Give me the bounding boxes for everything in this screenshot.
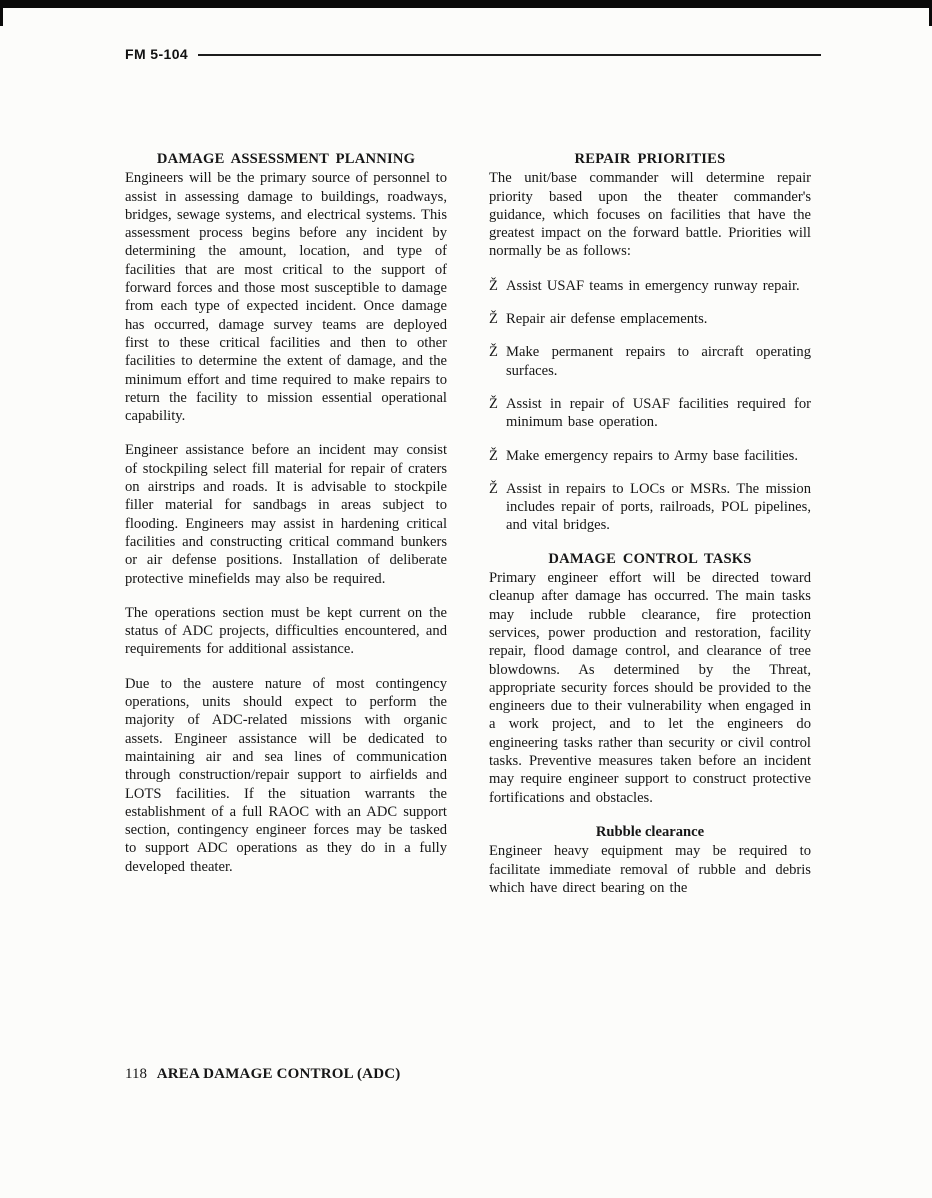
paragraph-assessment-4: Due to the austere nature of most contingency operations, units should expect to perform the majority of ADC-related missions with organic assets. Engineer assistance will be dedicated to maintaining air and sea lines of communication through construction/repair support to airfields and LOTS facilities. If the situation warrants the establishment of a full RAOC with an ADC support section, contingency engineer forces may be tasked to support ADC operations as they do in a fully developed theater. [125,675,447,875]
paragraph-rubble-clearance: Engineer heavy equipment may be required to facilitate immediate removal of rubble and debris which have direct bearing on the [489,843,811,896]
list-item-text: Repair air defense emplacements. [506,311,708,328]
heading-damage-assessment-planning: DAMAGE ASSESSMENT PLANNING [156,151,416,167]
left-column [125,150,447,897]
bullet-marker: Ž [489,277,498,294]
page-number: 118 [125,1066,147,1082]
page-header [125,46,821,62]
list-item-text: Assist USAF teams in emergency runway repair. [506,277,800,294]
list-item [489,395,811,432]
scan-border-left [0,0,3,26]
two-column-content [125,150,811,897]
list-item [489,447,811,465]
bullet-marker: Ž [489,395,498,412]
bullet-marker: Ž [489,311,498,328]
page-footer [125,1066,400,1083]
bullet-marker: Ž [489,344,498,361]
paragraph-assessment-3: The operations section must be kept current on the status of ADC projects, difficulties encountered, and requirements for additional assistance. [125,604,447,658]
manual-number: FM 5-104 [125,46,189,62]
footer-title: AREA DAMAGE CONTROL (ADC) [156,1066,401,1082]
subheading-rubble-clearance: Rubble clearance [595,823,705,840]
heading-repair-priorities: REPAIR PRIORITIES [574,151,726,167]
list-item [489,310,811,328]
list-item [489,277,811,295]
list-item-text: Assist in repairs to LOCs or MSRs. The mission includes repair of ports, railroads, POL pipelines, and vital bridges. [506,480,811,534]
list-item [489,343,811,380]
paragraph-assessment-2: Engineer assistance before an incident may consist of stockpiling select fill material for repair of craters on airstrips and roads. It is advisable to stockpile filler material for sandbags in areas subject to flooding. Engineers may assist in hardening critical facilities and constructing critical command bunkers or air defense positions. Installation of deliberate protective minefields may also be required. [125,442,447,587]
bullet-marker: Ž [489,480,498,497]
paragraph-repair-intro: The unit/base commander will determine repair priority based upon the theater commander's guidance, which focuses on facilities that have the greatest impact on the forward battle. Priorities will normally be as follows: [489,170,811,260]
list-item-text: Make emergency repairs to Army base facilities. [506,447,798,464]
paragraph-damage-control: Primary engineer effort will be directed toward cleanup after damage has occurred. The main tasks may include rubble clearance, fire protection services, power production and restoration, facility repair, flood damage control, and clearance of tree blowdowns. As determined by the Threat, appropriate security forces should be provided to the engineers due to their vulnerability when engaged in a work project, and to let the engineers do engineering tasks rather than security or civil control tasks. Preventive measures taken before an incident may require engineer support to construct protective fortifications and obstacles. [489,570,811,806]
paragraph-assessment-1: Engineers will be the primary source of personnel to assist in assessing damage to buildings, roadways, bridges, sewage systems, and electrical systems. This assessment process begins before any incident by determining the amount, location, and type of facilities that are most critical to the support of forward forces and those most susceptible to damage from each type of expected incident. Once damage has occurred, damage survey teams are deployed first to these critical facilities and then to other facilities to determine the extent of damage, and the minimum effort and time required to make repairs to return the facility to mission essential operational capability. [125,170,447,425]
scan-border-top [0,0,932,8]
heading-damage-control-tasks: DAMAGE CONTROL TASKS [548,550,752,567]
repair-priority-list [489,277,811,535]
list-item [489,480,811,535]
header-rule [198,54,821,56]
right-column [489,150,811,897]
list-item-text: Assist in repair of USAF facilities required for minimum base operation. [506,395,811,431]
bullet-marker: Ž [489,447,498,464]
list-item-text: Make permanent repairs to aircraft operating surfaces. [506,344,811,379]
